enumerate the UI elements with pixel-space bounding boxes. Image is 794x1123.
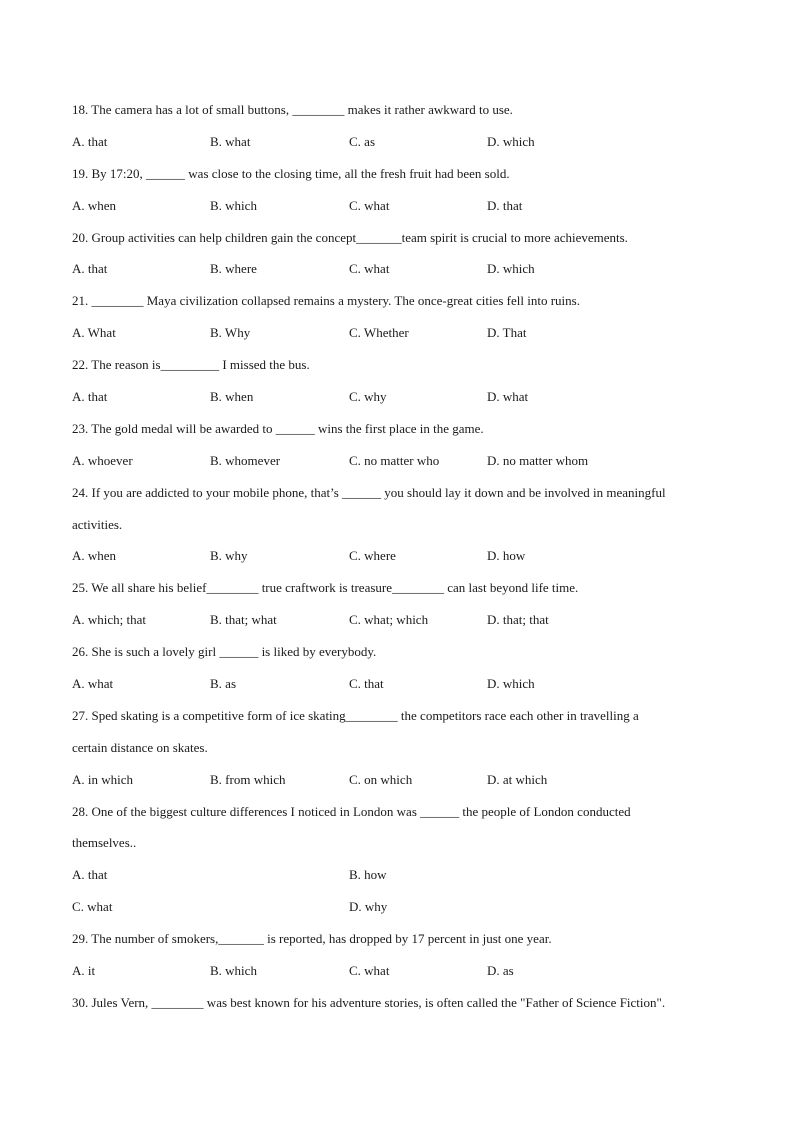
question-text: [72, 832, 722, 864]
options-row: [72, 450, 722, 482]
answer-option[interactable]: A. that: [72, 389, 108, 405]
answer-option[interactable]: C. that: [349, 676, 384, 692]
answer-option[interactable]: A. that: [72, 133, 108, 149]
question-text-segment: The reason is_________ I missed the bus.: [91, 357, 310, 373]
answer-option[interactable]: C. no matter who: [349, 452, 440, 468]
options-row: [72, 864, 722, 896]
question-text-segment: The gold medal will be awarded to ______ wins the first place in the game.: [91, 420, 484, 436]
options-row: [72, 386, 722, 418]
question-number: 25.: [72, 580, 89, 596]
answer-option[interactable]: C. as: [349, 133, 375, 149]
question-text: [72, 482, 722, 514]
question-number: 29.: [72, 931, 89, 947]
question-text: [72, 163, 722, 195]
question-text: [72, 99, 722, 131]
document-page: [72, 99, 722, 1024]
answer-option[interactable]: A. what: [72, 676, 114, 692]
question-text-segment: certain distance on skates.: [72, 739, 208, 755]
question-number: 24.: [72, 484, 89, 500]
answer-option[interactable]: A. when: [72, 197, 117, 213]
answer-option[interactable]: C. Whether: [349, 325, 409, 341]
options-row: [72, 545, 722, 577]
question-text: [72, 354, 722, 386]
answer-option[interactable]: C. why: [349, 389, 387, 405]
options-row: [72, 896, 722, 928]
answer-option[interactable]: B. which: [210, 963, 257, 979]
question-27: [72, 705, 722, 801]
answer-option[interactable]: A. that: [72, 261, 108, 277]
answer-option[interactable]: B. what: [210, 133, 251, 149]
question-20: [72, 227, 722, 291]
question-text: [72, 290, 722, 322]
answer-option[interactable]: C. what: [349, 261, 390, 277]
answer-option[interactable]: B. where: [210, 261, 257, 277]
question-24: [72, 482, 722, 578]
answer-option[interactable]: B. when: [210, 389, 254, 405]
question-text-segment: We all share his belief________ true craftwork is treasure________ can last beyond life time.: [91, 580, 579, 596]
answer-option[interactable]: B. from which: [210, 771, 286, 787]
options-row: [72, 195, 722, 227]
question-text-segment: By 17:20, ______ was close to the closing time, all the fresh fruit had been sold.: [91, 165, 510, 181]
answer-option[interactable]: D. that: [487, 197, 523, 213]
answer-option[interactable]: A. when: [72, 548, 117, 564]
question-text: [72, 514, 722, 546]
answer-option[interactable]: D. what: [487, 389, 529, 405]
options-row: [72, 258, 722, 290]
question-number: 18.: [72, 102, 89, 117]
question-19: [72, 163, 722, 227]
answer-option[interactable]: D. which: [487, 261, 535, 277]
question-text-segment: If you are addicted to your mobile phone, that’s ______ you should lay it down and be involved in meaningful: [91, 484, 666, 500]
answer-option[interactable]: D. why: [349, 899, 388, 915]
question-number: 22.: [72, 357, 89, 373]
options-row: [72, 960, 722, 992]
question-29: [72, 928, 722, 992]
answer-option[interactable]: D. that; that: [487, 612, 549, 628]
question-text-segment: One of the biggest culture differences I noticed in London was ______ the people of London conducted: [91, 803, 631, 819]
question-23: [72, 418, 722, 482]
question-text: [72, 641, 722, 673]
question-text-segment: She is such a lovely girl ______ is liked by everybody.: [91, 644, 377, 660]
question-text: [72, 737, 722, 769]
options-row: [72, 769, 722, 801]
question-22: [72, 354, 722, 418]
answer-option[interactable]: A. What: [72, 325, 116, 341]
question-text: [72, 227, 722, 259]
question-text-segment: ________ Maya civilization collapsed remains a mystery. The once-great cities fell into ruins.: [91, 293, 580, 309]
answer-option[interactable]: C. what: [349, 963, 390, 979]
question-28: [72, 801, 722, 929]
answer-option[interactable]: A. in which: [72, 771, 134, 787]
answer-option[interactable]: D. which: [487, 676, 535, 692]
answer-option[interactable]: A. that: [72, 867, 108, 883]
question-number: 27.: [72, 707, 89, 723]
question-number: 23.: [72, 420, 89, 436]
answer-option[interactable]: B. why: [210, 548, 248, 564]
answer-option[interactable]: B. Why: [210, 325, 251, 341]
answer-option[interactable]: D. no matter whom: [487, 452, 589, 468]
question-text-segment: The camera has a lot of small buttons, ________ makes it rather awkward to use.: [91, 102, 513, 117]
question-text-segment: themselves..: [72, 835, 137, 851]
question-text: [72, 577, 722, 609]
question-text: [72, 705, 722, 737]
answer-option[interactable]: C. what: [72, 899, 113, 915]
question-18: [72, 99, 722, 163]
answer-option[interactable]: B. whomever: [210, 452, 281, 468]
question-text: [72, 418, 722, 450]
question-text-segment: Sped skating is a competitive form of ice skating________ the competitors race each other in travelling a: [91, 707, 639, 723]
options-row: [72, 673, 722, 705]
question-25: [72, 577, 722, 641]
answer-option[interactable]: A. it: [72, 963, 96, 979]
options-row: [72, 322, 722, 354]
answer-option[interactable]: C. where: [349, 548, 396, 564]
answer-option[interactable]: D. which: [487, 133, 535, 149]
question-text: [72, 928, 722, 960]
question-text-segment: The number of smokers,_______ is reported, has dropped by 17 percent in just one year.: [91, 931, 552, 947]
answer-option[interactable]: C. on which: [349, 771, 413, 787]
question-text-segment: activities.: [72, 516, 123, 532]
answer-option[interactable]: A. which; that: [72, 612, 147, 628]
question-26: [72, 641, 722, 705]
answer-option[interactable]: B. how: [349, 867, 387, 883]
answer-option[interactable]: B. which: [210, 197, 257, 213]
answer-option[interactable]: C. what; which: [349, 612, 429, 628]
answer-option[interactable]: D. at which: [487, 771, 548, 787]
question-number: 20.: [72, 229, 89, 245]
answer-option[interactable]: B. that; what: [210, 612, 277, 628]
question-text: [72, 801, 722, 833]
options-row: [72, 609, 722, 641]
answer-option[interactable]: D. how: [487, 548, 526, 564]
question-number: 19.: [72, 165, 89, 181]
answer-option[interactable]: C. what: [349, 197, 390, 213]
question-number: 30.: [72, 994, 89, 1010]
question-text: [72, 992, 722, 1024]
question-30: [72, 992, 722, 1024]
options-row: [72, 131, 722, 163]
question-number: 28.: [72, 803, 89, 819]
question-number: 26.: [72, 644, 89, 660]
question-text-segment: Jules Vern, ________ was best known for his adventure stories, is often called the "Father of Science Fiction".: [91, 994, 666, 1010]
question-number: 21.: [72, 293, 89, 309]
question-21: [72, 290, 722, 354]
answer-option[interactable]: B. as: [210, 676, 236, 692]
answer-option[interactable]: A. whoever: [72, 452, 133, 468]
question-text-segment: Group activities can help children gain the concept_______team spirit is crucial to more achievements.: [91, 229, 628, 245]
answer-option[interactable]: D. as: [487, 963, 514, 979]
answer-option[interactable]: D. That: [487, 325, 527, 341]
